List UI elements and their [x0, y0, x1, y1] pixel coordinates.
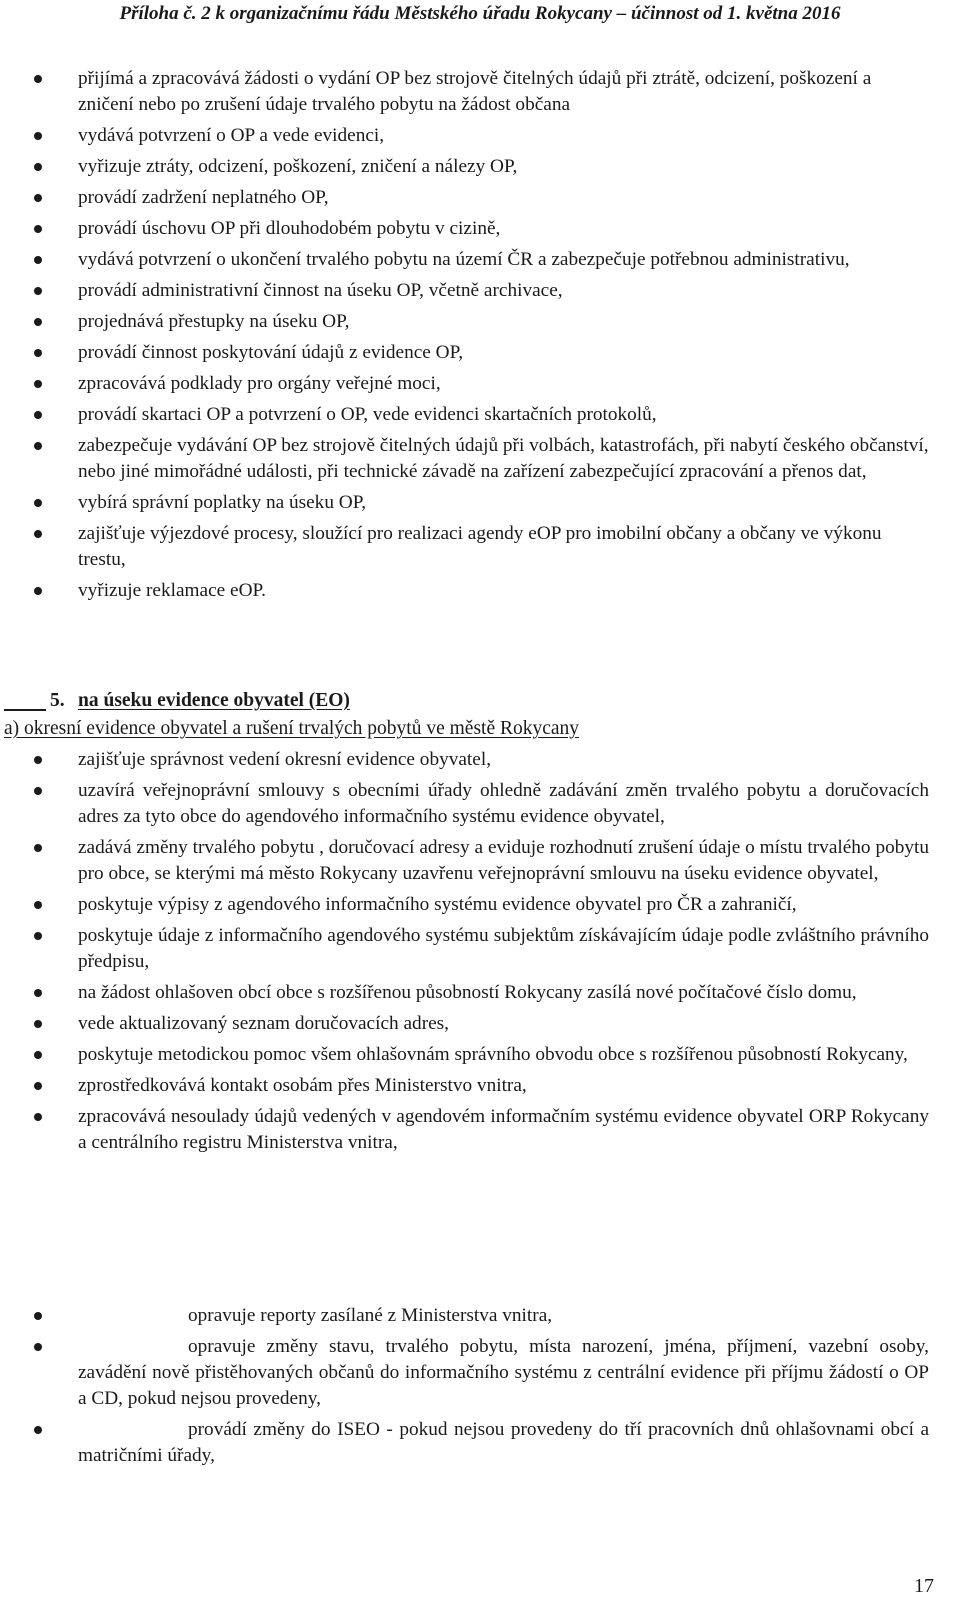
bullet-icon — [34, 75, 42, 83]
list-item — [0, 521, 929, 573]
bullet-icon — [34, 844, 42, 852]
bullet-icon — [34, 787, 42, 795]
bullet-icon — [34, 349, 42, 357]
bullet-icon — [34, 287, 42, 295]
list-item-text: zpracovává podklady pro orgány veřejné moci, — [78, 373, 441, 394]
list-item-text: poskytuje metodickou pomoc všem ohlašovnám správního obvodu obce s rozšířenou působností Rokycany, — [78, 1044, 908, 1065]
bullet-icon — [34, 225, 42, 233]
list-item-text: poskytuje údaje z informačního agendového systému subjektům získávajícím údaje podle zvláštního právního předpisu, — [78, 925, 929, 972]
subsection-title: a) okresní evidence obyvatel a rušení trvalých pobytů ve městě Rokycany — [4, 718, 580, 739]
list-item — [78, 1334, 929, 1412]
bullet-icon — [34, 132, 42, 140]
list-item — [0, 185, 929, 211]
list-item-text: uzavírá veřejnoprávní smlouvy s obecními úřady ohledně zadávání změn trvalého pobytu a doručovacích adres za tyto obce do agendového informačního systému evidence obyvatel, — [78, 780, 929, 827]
heading-underline-left — [4, 709, 46, 711]
bullet-icon — [34, 411, 42, 419]
list-item — [0, 66, 929, 118]
list-item-text: vydává potvrzení o ukončení trvalého pobytu na území ČR a zabezpečuje potřebnou administrativu, — [78, 249, 850, 270]
list-item — [0, 371, 929, 397]
section-number: 5. — [50, 690, 65, 711]
list-item-text: provádí činnost poskytování údajů z evidence OP, — [78, 342, 464, 363]
eo-duties-list — [0, 747, 960, 1161]
op-duties-list — [0, 66, 960, 609]
list-item-text: zadává změny trvalého pobytu , doručovací adresy a eviduje rozhodnutí zrušení údaje o místu trvalého pobytu pro obce, se kterými má město Rokycany uzavřenu veřejnoprávní smlouvu na úseku evidence obyvatel, — [78, 837, 929, 884]
list-item-text: provádí zadržení neplatného OP, — [78, 187, 329, 208]
list-item — [0, 578, 929, 604]
list-item-text: vyřizuje ztráty, odcizení, poškození, zničení a nálezy OP, — [78, 156, 518, 177]
list-item — [0, 835, 929, 887]
bullet-icon — [34, 530, 42, 538]
bullet-icon — [34, 194, 42, 202]
list-item — [0, 923, 929, 975]
bullet-icon — [34, 901, 42, 909]
list-item-text: provádí úschovu OP při dlouhodobém pobytu v cizině, — [78, 218, 501, 239]
list-item — [0, 309, 929, 335]
list-item — [0, 247, 929, 273]
list-item — [0, 216, 929, 242]
bullet-icon — [34, 1312, 42, 1320]
bullet-icon — [34, 499, 42, 507]
list-item — [0, 154, 929, 180]
list-item — [78, 1303, 929, 1329]
list-item — [0, 1042, 929, 1068]
list-item — [0, 340, 929, 366]
bullet-icon — [34, 380, 42, 388]
list-item — [0, 1011, 929, 1037]
bullet-icon — [34, 1020, 42, 1028]
list-item — [0, 123, 929, 149]
list-item — [0, 892, 929, 918]
list-item-text: zajišťuje výjezdové procesy, sloužící pro realizaci agendy eOP pro imobilní občany a občany ve výkonu trestu, — [78, 523, 882, 570]
list-item-text: provádí změny do ISEO - pokud nejsou provedeny do tří pracovních dnů ohlašovnami obcí a matričními úřady, — [78, 1419, 929, 1466]
bullet-icon — [34, 587, 42, 595]
list-item — [0, 778, 929, 830]
list-item-text: opravuje reporty zasílané z Ministerstva vnitra, — [188, 1305, 553, 1326]
bullet-icon — [34, 1426, 42, 1434]
list-item-text: na žádost ohlašoven obcí obce s rozšířenou působností Rokycany zasílá nové počítačové číslo domu, — [78, 982, 857, 1003]
list-item-text: vyřizuje reklamace eOP. — [78, 580, 266, 601]
list-item — [0, 402, 929, 428]
list-item-text: zajišťuje správnost vedení okresní evidence obyvatel, — [78, 749, 492, 770]
list-item — [0, 1073, 929, 1099]
eo-extra-duties-list — [0, 1303, 960, 1474]
list-item-text: projednává přestupky na úseku OP, — [78, 311, 350, 332]
list-item-text: zabezpečuje vydávání OP bez strojově čitelných údajů při volbách, katastrofách, při nabytí českého občanství, nebo jiné mimořádné události, při technické závadě na zařízení zabezpečující zpracování a přenos dat, — [78, 435, 929, 482]
list-item — [0, 278, 929, 304]
bullet-icon — [34, 1082, 42, 1090]
list-item-text: vede aktualizovaný seznam doručovacích adres, — [78, 1013, 449, 1034]
bullet-icon — [34, 989, 42, 997]
list-item — [0, 490, 929, 516]
page-header: Příloha č. 2 k organizačnímu řádu Městského úřadu Rokycany – účinnost od 1. května 2016 — [119, 3, 841, 24]
bullet-icon — [34, 1051, 42, 1059]
list-item-text: poskytuje výpisy z agendového informačního systému evidence obyvatel pro ČR a zahraničí, — [78, 894, 797, 915]
list-item-text: zprostředkovává kontakt osobám přes Ministerstvo vnitra, — [78, 1075, 527, 1096]
bullet-icon — [34, 318, 42, 326]
bullet-icon — [34, 163, 42, 171]
page-number: 17 — [914, 1575, 934, 1597]
list-item — [0, 1104, 929, 1156]
bullet-icon — [34, 256, 42, 264]
list-item — [78, 1417, 929, 1469]
list-item-text: opravuje změny stavu, trvalého pobytu, místa narození, jména, příjmení, vazební osoby, zavádění nově přistěhovaných občanů do informačního systému z centrální evidence při příjmu žádostí o OP a CD, pokud nejsou provedeny, — [78, 1336, 929, 1409]
list-item-text: zpracovává nesoulady údajů vedených v agendovém informačním systému evidence obyvatel ORP Rokycany a centrálního registru Ministerstva vnitra, — [78, 1106, 929, 1153]
section-title: na úseku evidence obyvatel (EO) — [78, 690, 350, 711]
list-item-text: provádí administrativní činnost na úseku OP, včetně archivace, — [78, 280, 563, 301]
bullet-icon — [34, 1343, 42, 1351]
bullet-icon — [34, 756, 42, 764]
list-item — [0, 980, 929, 1006]
bullet-icon — [34, 1113, 42, 1121]
list-item-text: vybírá správní poplatky na úseku OP, — [78, 492, 367, 513]
bullet-icon — [34, 932, 42, 940]
list-item-text: provádí skartaci OP a potvrzení o OP, vede evidenci skartačních protokolů, — [78, 404, 657, 425]
list-item-text: přijímá a zpracovává žádosti o vydání OP bez strojově čitelných údajů při ztrátě, odcizení, poškození a zničení nebo po zrušení údaje trvalého pobytu na žádost občana — [78, 68, 872, 115]
list-item — [0, 433, 929, 485]
list-item — [0, 747, 929, 773]
bullet-icon — [34, 442, 42, 450]
list-item-text: vydává potvrzení o OP a vede evidenci, — [78, 125, 385, 146]
